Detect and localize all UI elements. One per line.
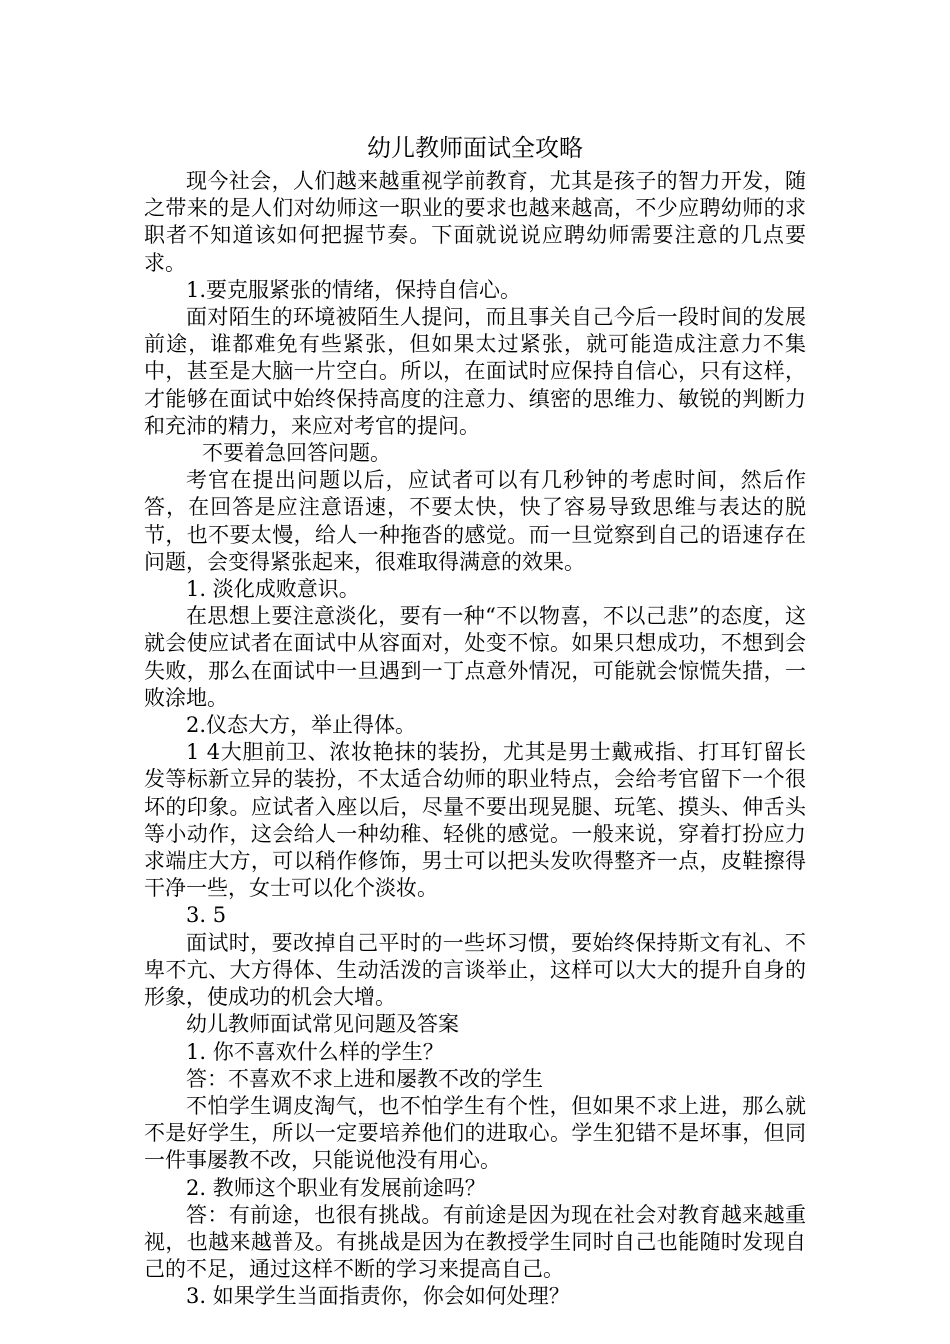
document-body: [144, 168, 806, 1311]
answer: 答：有前途，也很有挑战。有前途是因为现在社会对教育越来越重视，也越来越普及。有挑战是因为在教授学生同时自己也能随时发现自己的不足，通过这样不断的学习来提高自己。: [144, 1202, 806, 1282]
body-paragraph: 1 4大胆前卫、浓妆艳抹的装扮，尤其是男士戴戒指、打耳钉留长发等标新立异的装扮，不太适合幼师的职业特点，会给考官留下一个很坏的印象。应试者入座以后，尽量不要出现晃腿、玩笔、摸头、伸舌头等小动作，这会给人一种幼稚、轻佻的感觉。一般来说，穿着打扮应力求端庄大方，可以稍作修饰，男士可以把头发吹得整齐一点，皮鞋擦得干净一些，女士可以化个淡妆。: [144, 740, 806, 901]
section-heading: 2.仪态大方，举止得体。: [186, 713, 417, 738]
body-paragraph: 面对陌生的环境被陌生人提问，而且事关自己今后一段时间的发展前途，谁都难免有些紧张，但如果太过紧张，就可能造成注意力不集中，甚至是大脑一片空白。所以，在面试时应保持自信心，只有这样，才能够在面试中始终保持高度的注意力、缜密的思维力、敏锐的判断力和充沛的精力，来应对考官的提问。: [144, 305, 806, 438]
section-heading: 幼儿教师面试常见问题及答案: [186, 1012, 459, 1037]
question: 3. 如果学生当面指责你，你会如何处理？: [186, 1284, 570, 1309]
section-heading: 3. 5: [186, 903, 227, 928]
section-heading: 不要着急回答问题。: [202, 441, 391, 466]
body-paragraph: 在思想上要注意淡化，要有一种“不以物喜，不以己悲”的态度，这就会使应试者在面试中从容面对，处变不惊。如果只想成功，不想到会失败，那么在面试中一旦遇到一丁点意外情况，可能就会惊慌失措，一败涂地。: [144, 604, 806, 710]
section-heading: 1. 淡化成败意识。: [186, 577, 360, 602]
section-heading: 1.要克服紧张的情绪，保持自信心。: [186, 277, 522, 302]
question: 2. 教师这个职业有发展前途吗？: [186, 1175, 486, 1200]
answer: 答：不喜欢不求上进和屡教不改的学生: [186, 1066, 543, 1091]
body-paragraph: 考官在提出问题以后，应试者可以有几秒钟的考虑时间，然后作答，在回答是应注意语速，不要太快，快了容易导致思维与表达的脱节，也不要太慢，给人一种拖沓的感觉。而一旦觉察到自己的语速存在问题，会变得紧张起来，很难取得满意的效果。: [144, 468, 806, 574]
body-paragraph: 不怕学生调皮淘气，也不怕学生有个性，但如果不求上进，那么就不是好学生，所以一定要培养他们的进取心。学生犯错不是坏事，但同一件事屡教不改，只能说他没有用心。: [144, 1093, 806, 1173]
body-paragraph: 面试时，要改掉自己平时的一些坏习惯，要始终保持斯文有礼、不卑不亢、大方得体、生动活泼的言谈举止，这样可以大大的提升自身的形象，使成功的机会大增。: [144, 930, 806, 1010]
question: 1. 你不喜欢什么样的学生？: [186, 1039, 444, 1064]
document-title: 幼儿教师面试全攻略: [367, 134, 583, 162]
intro-paragraph: 现今社会，人们越来越重视学前教育，尤其是孩子的智力开发，随之带来的是人们对幼师这一职业的要求也越来越高，不少应聘幼师的求职者不知道该如何把握节奏。下面就说说应聘幼师需要注意的几点要求。: [144, 169, 806, 275]
